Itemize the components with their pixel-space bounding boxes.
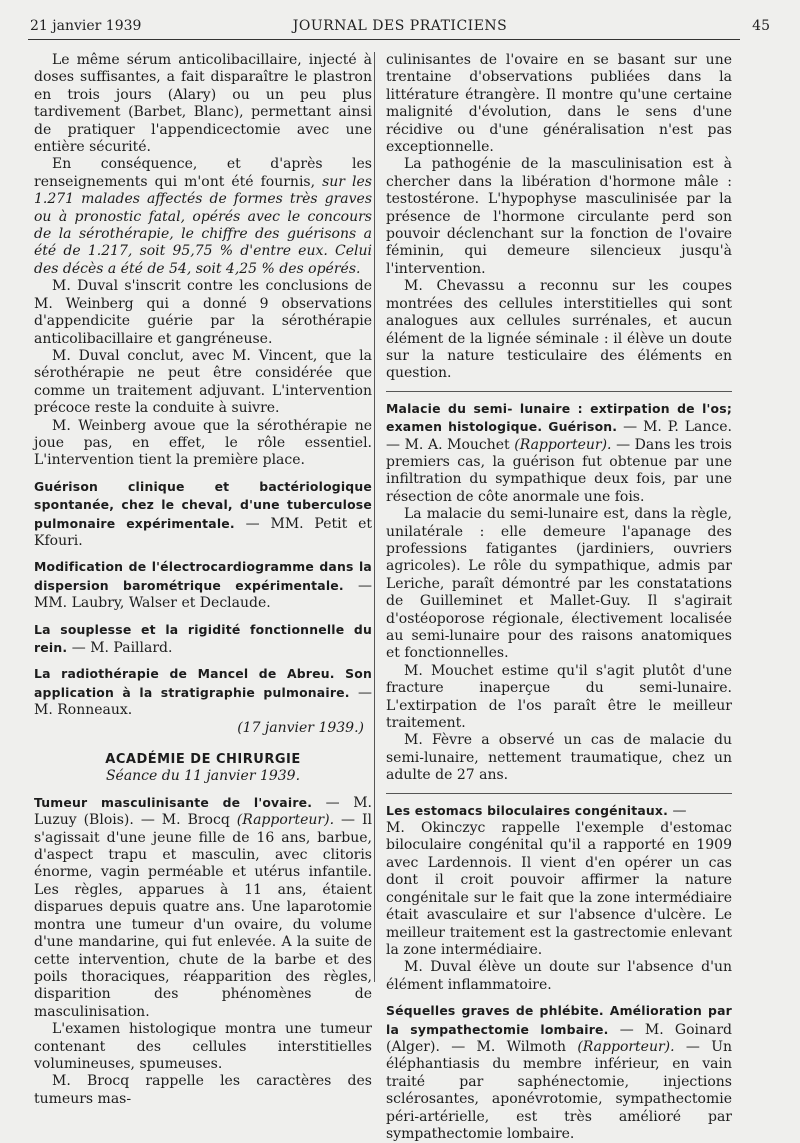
authors: — M. Luzuy (Blois). — M. Brocq <box>34 794 372 829</box>
journal-title: JOURNAL DES PRATICIENS <box>292 18 508 34</box>
paragraph: M. Duval s'inscrit contre les conclusions de M. Weinberg qui a donné 9 observations d'appendicite guérie par la sérothérapie anticolibacillaire et gangréneuse. <box>34 278 372 347</box>
paragraph <box>34 156 372 278</box>
role: (Rapporteur). <box>514 436 612 453</box>
left-column <box>34 52 372 1108</box>
academy-session: Séance du 11 janvier 1939. <box>105 768 301 785</box>
paragraph: L'examen histologique montra une tumeur contenant des cellules interstitielles volumineuses, spumeuses. <box>34 1021 372 1072</box>
text: — Il s'agissait d'une jeune fille de 16 ans, barbue, d'aspect trapu et masculin, avec clitoris énorme, vagin perméable et utérus infantile. Les règles, apparues à 11 ans, étaient disparues depuis quatre ans. Une laparotomie montra une tumeur d'un ovaire, du volume d'une mandarine, qui fut enlevée. A la suite de cette intervention, chute de la barbe et des poils thoraciques, réapparition des règles, disparition des phénomènes de masculinisation. <box>34 812 372 1020</box>
paragraph: La pathogénie de la masculinisation est à chercher dans la libération d'hormone mâle : testostérone. L'hypophyse masculinisée par la présence de l'hormone circulante perd son pouvoir déclenchant sur la fonction de l'ovaire féminin, qui demeure silencieux jusqu'à l'intervention. <box>386 156 732 277</box>
italic-text: sur les 1.271 malades affectés de formes très graves ou à pronostic fatal, opérés avec le concours de la sérothérapie, le chiffre des guérisons a été de 1.217, soit 95,75 % d'entre eux. Celui des décès a été de 54, soit 4,25 % des opérés. <box>34 173 372 277</box>
paragraph: M. Brocq rappelle les caractères des tumeurs mas- <box>34 1073 372 1107</box>
section-heading <box>34 665 372 719</box>
section-heading <box>34 621 372 658</box>
authors: — M. P. Lance. — M. A. Mouchet <box>386 419 733 453</box>
right-column <box>386 52 732 1143</box>
paragraph: La malacie du semi-lunaire est, dans la règle, unilatérale : elle demeure l'apanage des professions fatigantes (jardiniers, ouvriers agricoles). Le rôle du sympathique, admis par Leriche, paraît démontré par les constatations de Guilleminet et Mallet-Guy. Il s'agirait d'ostéoporose régionale, électivement localisée au semi-lunaire pour des raisons anatomiques et fonctionnelles. <box>386 506 732 662</box>
paragraph: M. Mouchet estime qu'il s'agit plutôt d'une fracture inaperçue du semi-lunaire. L'extirpation de l'os paraît être le meilleur traitement. <box>386 662 732 732</box>
paragraph: M. Chevassu a reconnu sur les coupes montrées des cellules interstitielles qui sont analogues aux cellules surrénales, et aucun élément de la lignée séminale : il élève un doute sur la nature testiculaire des éléments en question. <box>386 278 732 382</box>
paragraph: M. Duval élève un doute sur l'absence d'un élément inflammatoire. <box>386 959 732 993</box>
role: (Rapporteur). <box>577 1038 675 1055</box>
heading-text: La radiothérapie de Mancel de Abreu. Son application à la stratigraphie pulmonaire. <box>34 666 372 700</box>
column-divider <box>374 52 375 982</box>
section-heading <box>386 802 732 820</box>
text: — Un éléphantiasis du membre inférieur, en vain traité par saphénectomie, injections sclérosantes, aponévrotomie, sympathectomie péri-artérielle, est très amélioré par sympathectomie lombaire. <box>386 1038 733 1142</box>
section-heading <box>34 478 372 551</box>
academy-title: ACADÉMIE DE CHIRURGIE <box>105 752 301 768</box>
header-rule <box>28 39 740 40</box>
page-header <box>22 16 778 38</box>
authors: — M. Ronneaux. <box>34 684 372 719</box>
heading-text: La souplesse et la rigidité fonctionnelle du rein. <box>34 621 372 655</box>
paragraph: Le même sérum anticolibacillaire, injecté à doses suffisantes, a fait disparaître le plastron en trois jours (Alary) ou un peu plus tardivement (Barbet, Blanc), permettant ainsi de pratiquer l'appendicectomie avec une entière sécurité. <box>34 52 372 156</box>
text: — Dans les trois premiers cas, la guérison fut obtenue par une infiltration du sympathique deux fois, par une résection de côte anormale une fois. <box>386 436 732 505</box>
section-heading <box>34 558 372 612</box>
paragraph: M. Duval conclut, avec M. Vincent, que la sérothérapie ne peut être considérée que comme un traitement adjuvant. L'intervention précoce reste la conduite à suivre. <box>34 347 372 417</box>
heading-text: Modification de l'électrocardiogramme dans la dispersion barométrique expérimentale. <box>34 559 372 593</box>
authors: — M. Paillard. <box>67 640 173 656</box>
paragraph: M. Fèvre a observé un cas de malacie du semi-lunaire, nettement traumatique, chez un adulte de 27 ans. <box>386 732 732 784</box>
page-number: 45 <box>752 18 770 34</box>
authors: — MM. Petit et Kfouri. <box>34 515 372 549</box>
paragraph: M. Weinberg avoue que la sérothérapie ne joue pas, en effet, le rôle essentiel. L'intervention tient la première place. <box>34 417 372 469</box>
paragraph: culinisantes de l'ovaire en se basant sur une trentaine d'observations publiées dans la littérature étrangère. Il montre qu'une certaine malignité d'évolution, dans le sens d'une récidive ou d'une généralisation n'est pas exceptionnelle. <box>386 52 732 156</box>
authors: — MM. Laubry, Walser et Declaude. <box>34 577 372 612</box>
header-date: 21 janvier 1939 <box>30 18 142 34</box>
paragraph: M. Okinczyc rappelle l'exemple d'estomac biloculaire congénital qu'il a rapporté en 1909 avec Lardennois. Il vient d'en opérer un cas dont il croit pouvoir affirmer la nature congénitale sur le fait que la zone intermédiaire était avasculaire et sur l'absence d'ulcère. Le meilleur traitement est la gastrectomie enlevant la zone intermédiaire. <box>386 820 732 958</box>
role: (Rapporteur). <box>236 812 335 829</box>
heading-text: Guérison clinique et bactériologique spontanée, chez le cheval, d'une tuberculose pulmonaire expérimentale. <box>34 478 372 531</box>
heading-text: Tumeur masculinisante de l'ovaire. <box>34 794 313 810</box>
session-date: (17 janvier 1939.) <box>237 719 364 736</box>
heading-text: Malacie du semi- lunaire : extirpation de l'os; examen histologique. Guérison. <box>386 400 732 435</box>
text: En conséquence, et d'après les renseignements qui m'ont été fournis, <box>34 156 372 190</box>
heading-text: Séquelles graves de phlébite. Amélioration par la sympathectomie lombaire. <box>386 1003 732 1037</box>
section-paragraph <box>386 400 732 506</box>
authors: — M. Goinard (Alger). — M. Wilmoth <box>386 1021 732 1055</box>
heading-text: Les estomacs biloculaires congénitaux. <box>386 802 669 818</box>
dash: — <box>668 802 687 819</box>
section-paragraph <box>34 794 372 1021</box>
section-paragraph <box>386 1002 732 1143</box>
